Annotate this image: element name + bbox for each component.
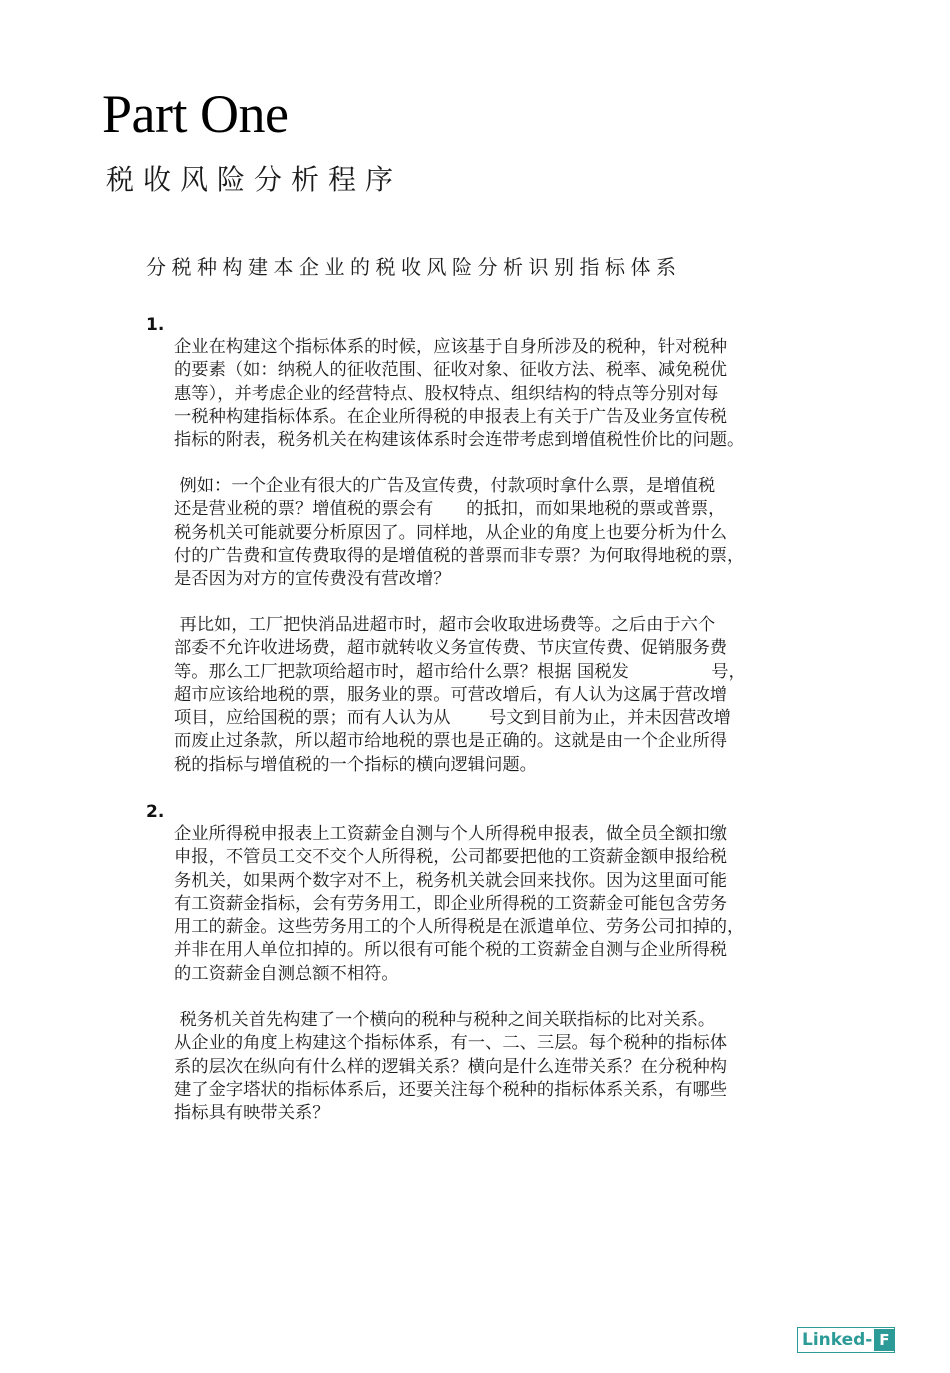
item-2-paragraph-1 — [174, 823, 814, 986]
text-line: 是否因为对方的宣传费没有营改增？ — [174, 569, 451, 590]
text-line: 企业所得税申报表上工资薪金自测与个人所得税申报表，做全员全额扣缴 — [174, 824, 728, 844]
text-line: 税务机关可能就要分析原因了。同样地，从企业的角度上也要分析为什么 — [174, 522, 728, 543]
part-title: Part One — [102, 84, 289, 144]
part-subtitle: 税收风险分析程序 — [106, 163, 403, 196]
text-line: 务机关，如果两个数字对不上，税务机关就会回来找你。因为这里面可能 — [174, 870, 728, 891]
text-line: 税务机关首先构建了一个横向的税种与税种之间关联指标的比对关系。 — [174, 1010, 716, 1030]
text-line: 的工资薪金自测总额不相符。 — [174, 963, 399, 984]
item-number-1: 1. — [146, 315, 165, 335]
text-line: 指标具有映带关系？ — [174, 1103, 330, 1124]
text-line: 还是营业税的票？增值税的票会有 的抵扣，而如果地税的票或普票， — [174, 499, 726, 520]
item-1-paragraph-1 — [174, 336, 814, 452]
text-line: 一税种构建指标体系。在企业所得税的申报表上有关于广告及业务宣传税 — [174, 406, 728, 427]
item-number-2: 2. — [146, 802, 165, 822]
text-line: 申报，不管员工交不交个人所得税，公司都要把他的工资薪金额申报给税 — [174, 847, 728, 868]
section-heading: 分税种构建本企业的税收风险分析识别指标体系 — [146, 255, 682, 279]
text-line: 惠等），并考虑企业的经营特点、股权特点、组织结构的特点等分别对每 — [174, 383, 719, 404]
text-line: 等。那么工厂把款项给超市时，超市给什么票？根据 国税发 号， — [174, 661, 746, 682]
text-line: 超市应该给地税的票，服务业的票。可营改增后，有人认为这属于营改增 — [174, 684, 728, 705]
text-line: 的要素（如：纳税人的征收范围、征收对象、征收方法、税率、减免税优 — [174, 360, 728, 381]
item-1-paragraph-2 — [174, 475, 814, 591]
item-1-paragraph-3 — [174, 614, 814, 777]
text-line: 有工资薪金指标，会有劳务用工，即企业所得税的工资薪金可能包含劳务 — [174, 893, 728, 914]
text-line: 用工的薪金。这些劳务用工的个人所得税是在派遣单位、劳务公司扣掉的， — [174, 917, 745, 938]
text-line: 而废止过条款，所以超市给地税的票也是正确的。这就是由一个企业所得 — [174, 731, 728, 752]
text-line: 付的广告费和宣传费取得的是增值税的普票而非专票？为何取得地税的票， — [174, 545, 745, 566]
logo-text: Linked- — [802, 1330, 873, 1350]
text-line: 并非在用人单位扣掉的。所以很有可能个税的工资薪金自测与企业所得税 — [174, 940, 728, 961]
text-line: 税的指标与增值税的一个指标的横向逻辑问题。 — [174, 754, 537, 775]
text-line: 再比如，工厂把快消品进超市时，超市会收取进场费等。之后由于六个 — [174, 615, 716, 635]
item-2-paragraph-2 — [174, 1009, 814, 1125]
logo-box-letter: F — [874, 1329, 894, 1351]
text-line: 例如：一个企业有很大的广告及宣传费，付款项时拿什么票，是增值税 — [174, 476, 716, 496]
text-line: 指标的附表，税务机关在构建该体系时会连带考虑到增值税性价比的问题。 — [174, 430, 745, 451]
linked-f-logo — [797, 1327, 895, 1353]
text-line: 系的层次在纵向有什么样的逻辑关系？横向是什么连带关系？在分税种构 — [174, 1056, 728, 1077]
text-line: 从企业的角度上构建这个指标体系，有一、二、三层。每个税种的指标体 — [174, 1033, 728, 1054]
text-line: 建了金字塔状的指标体系后，还要关注每个税种的指标体系关系，有哪些 — [174, 1079, 728, 1100]
text-line: 部委不允许收进场费，超市就转收义务宣传费、节庆宣传费、促销服务费 — [174, 638, 728, 659]
text-line: 企业在构建这个指标体系的时候，应该基于自身所涉及的税种，针对税种 — [174, 337, 728, 357]
text-line: 项目，应给国税的票；而有人认为从 号文到目前为止，并未因营改增 — [174, 708, 731, 729]
